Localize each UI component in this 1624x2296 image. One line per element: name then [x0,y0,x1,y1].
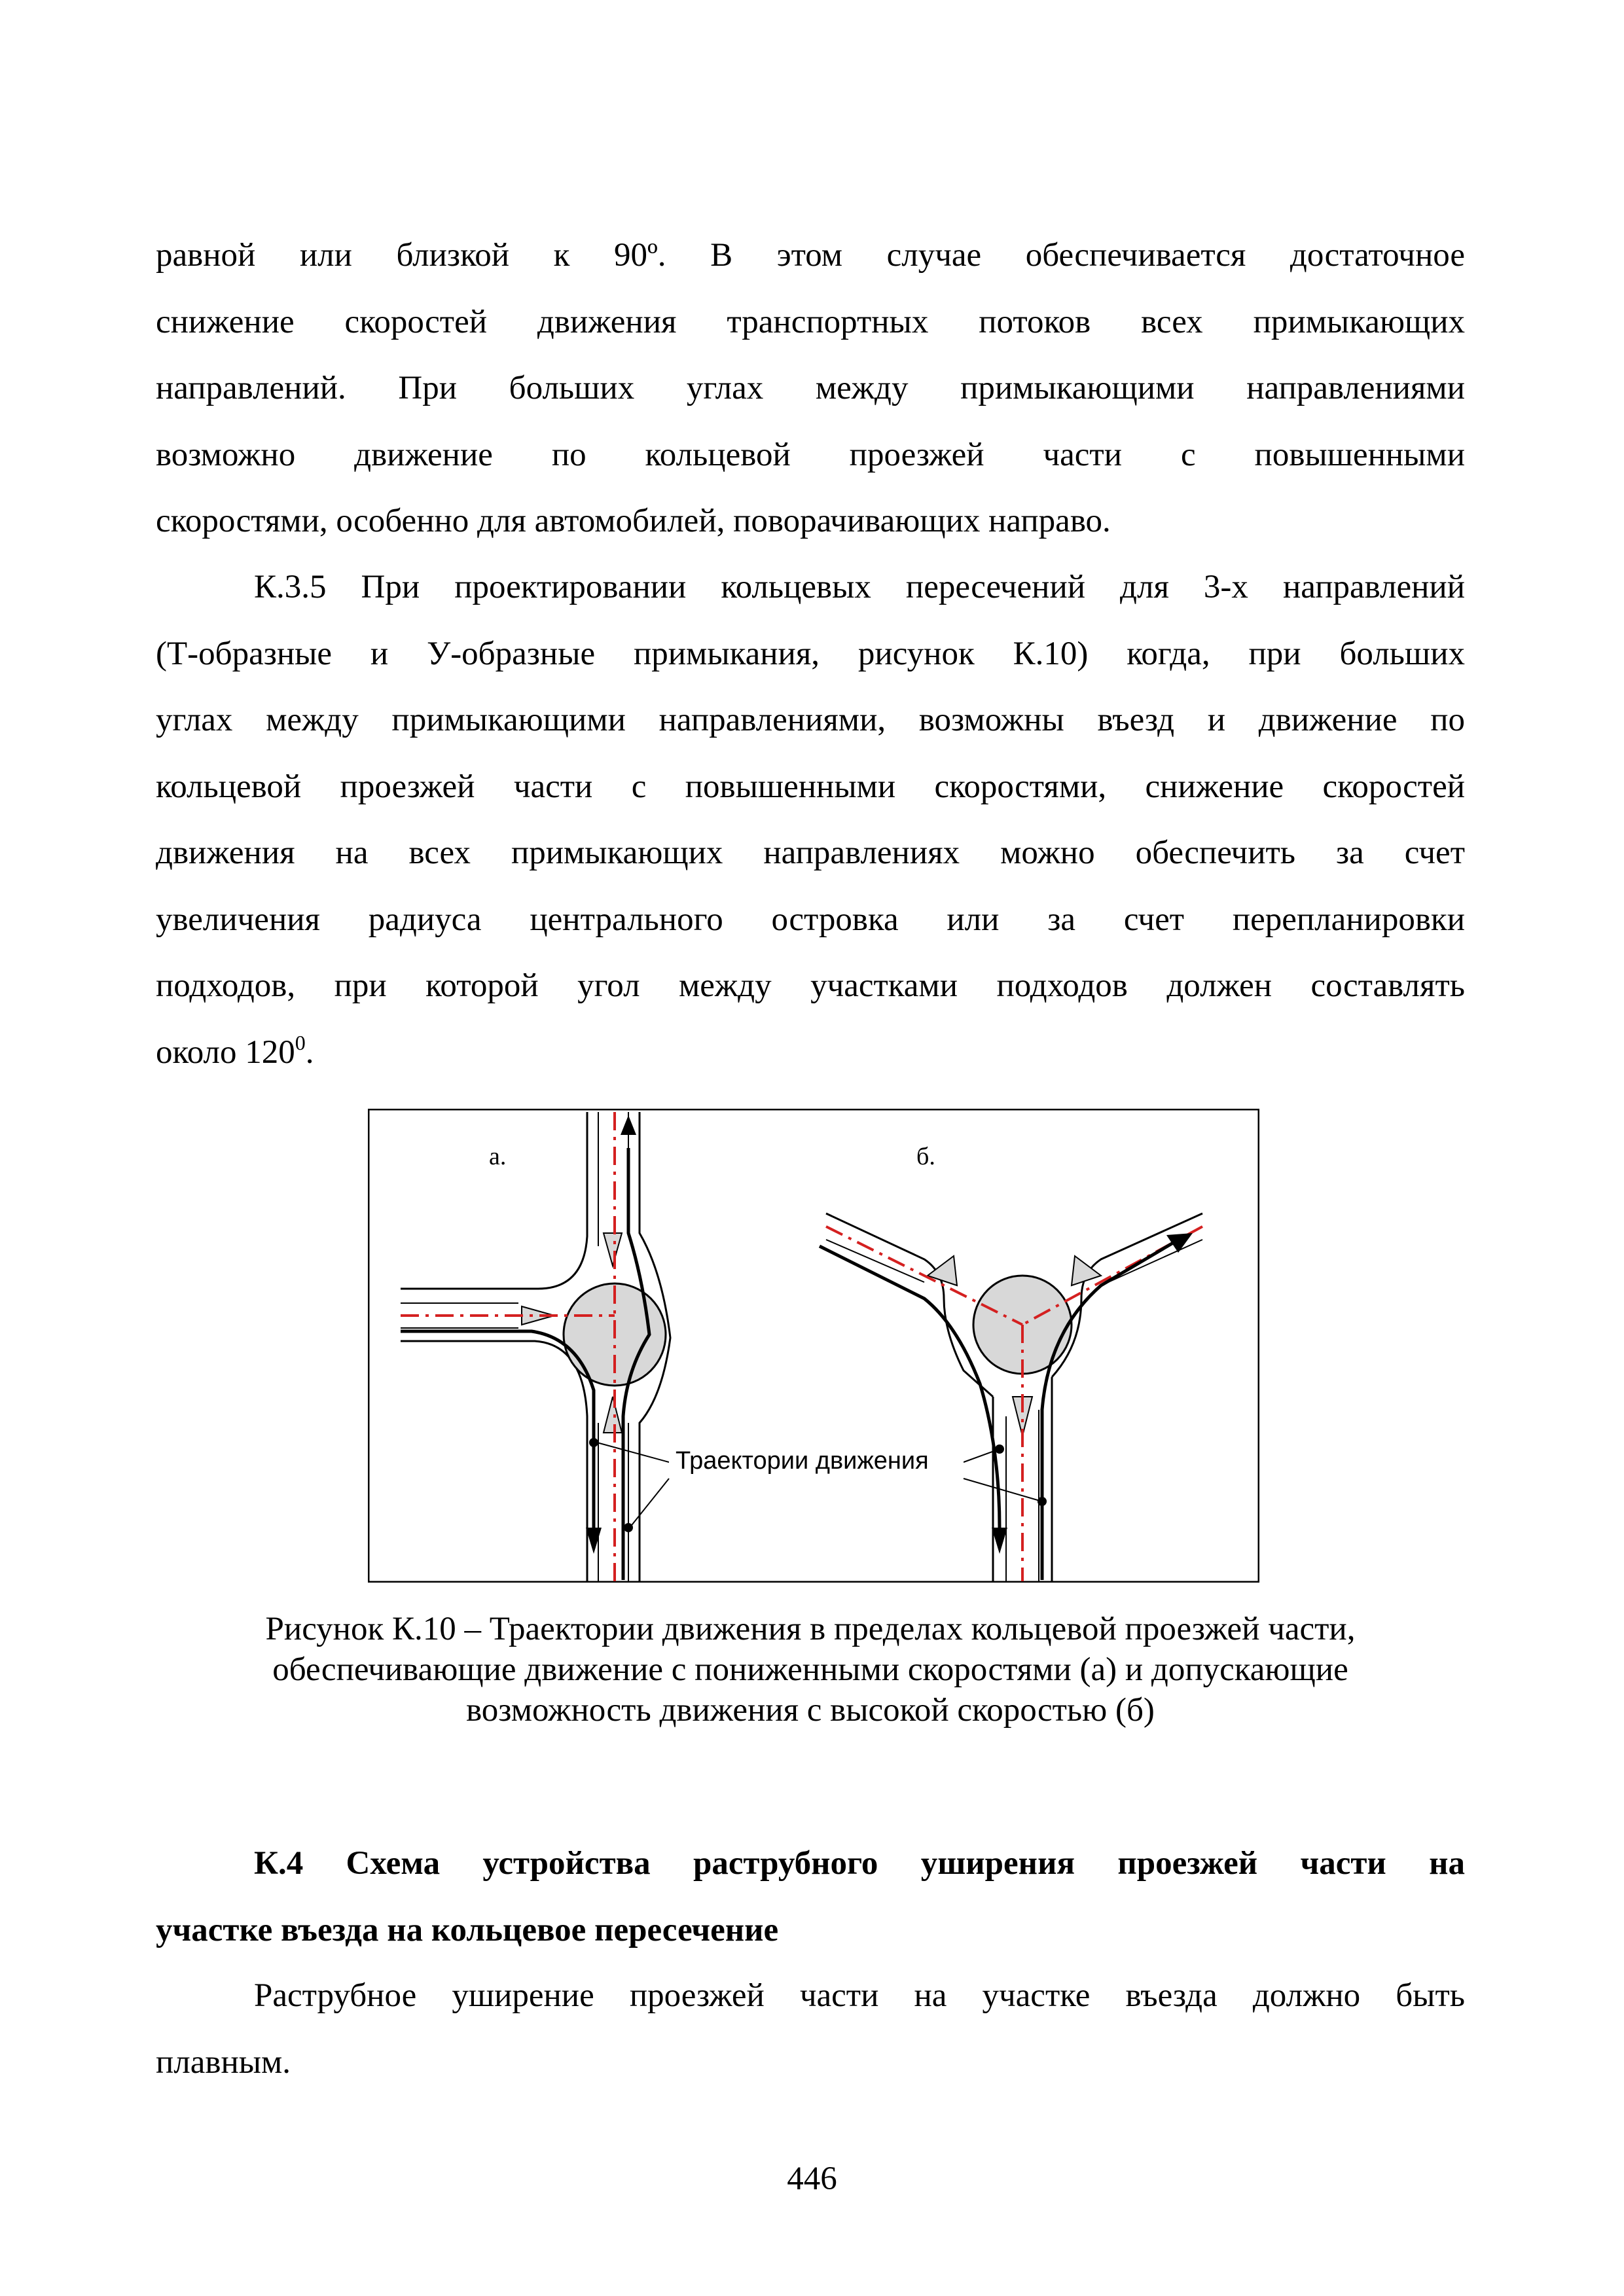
heading-line: участке въезда на кольцевое пересечение [156,1911,779,1948]
text-line: К.3.5 При проектировании кольцевых пересечений для 3-х направлений [254,569,1465,605]
heading-line: К.4 Схема устройства раструбного уширения проезжей части на [254,1845,1465,1882]
superscript: 0 [295,1030,306,1054]
figure-caption [156,1609,1465,1731]
text-line: движения на всех примыкающих направлениях можно обеспечить за счет [156,834,1465,871]
text-line: подходов, при которой угол между участками подходов должен составлять [156,967,1465,1004]
figure-frame [369,1109,1259,1582]
section-heading [156,1831,1465,1964]
callout-text: Траектории движения [676,1447,929,1475]
text-line: скоростями, особенно для автомобилей, поворачивающих направо. [156,503,1111,539]
text-fragment: около 120 [156,1033,295,1071]
text-line: (Т-образные и У-образные примыкания, рисунок К.10) когда, при больших [156,635,1465,672]
page-number: 446 [787,2161,837,2197]
text-line: плавным. [156,2043,291,2081]
roundabout-diagram [368,1109,1259,1583]
label-a: а. [489,1143,507,1170]
text-line: равной или близкой к 90º. В этом случае обеспечивается достаточное [156,237,1465,274]
paragraph-2 [156,554,1465,1086]
text-line: направлений. При больших углах между примыкающими направлениями [156,370,1465,406]
text-line: возможно движение по кольцевой проезжей части с повышенными [156,436,1465,473]
text-line: Раструбное уширение проезжей части на участке въезда должно быть [254,1977,1465,2014]
text-line: кольцевой проезжей части с повышенными скоростями, снижение скоростей [156,768,1465,805]
label-b: б. [916,1143,935,1170]
caption-line: обеспечивающие движение с пониженными скоростями (а) и допускающие [272,1651,1348,1688]
text-line [156,1020,1465,1086]
text-line: углах между примыкающими направлениями, возможны въезд и движение по [156,702,1465,738]
text-line: увеличения радиуса центрального островка или за счет перепланировки [156,901,1465,938]
caption-line: Рисунок К.10 – Траектории движения в пределах кольцевой проезжей части, [265,1611,1356,1647]
text-fragment: . [305,1033,314,1071]
text-line: снижение скоростей движения транспортных потоков всех примыкающих [156,303,1465,340]
paragraph-3 [156,1963,1465,2096]
caption-line: возможность движения с высокой скоростью (б) [466,1692,1155,1729]
paragraph-1 [156,223,1465,555]
figure-k10 [368,1109,1259,1583]
